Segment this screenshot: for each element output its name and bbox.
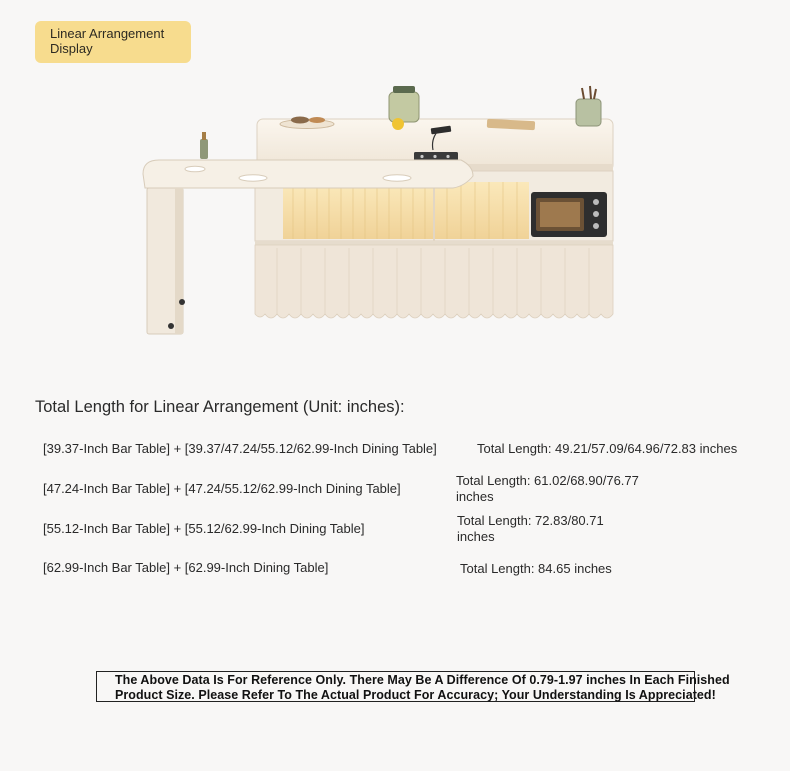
arrangement-badge xyxy=(35,21,191,63)
total-row-1: Total Length: 49.21/57.09/64.96/72.83 inches xyxy=(477,441,738,456)
combo-row-2: [47.24-Inch Bar Table] + [47.24/55.12/62.99-Inch Dining Table] xyxy=(43,481,401,496)
glass-jar xyxy=(389,92,419,122)
combo-row-3: [55.12-Inch Bar Table] + [55.12/62.99-Inch Dining Table] xyxy=(43,521,365,536)
glass-door-right xyxy=(435,182,529,239)
total-row-4: Total Length: 84.65 inches xyxy=(460,561,612,576)
bar-table-top xyxy=(143,160,473,188)
bottle xyxy=(200,139,208,159)
section-heading: Total Length for Linear Arrangement (Unit: inches): xyxy=(35,398,405,416)
arrangement-badge-label: Linear Arrangement Display xyxy=(50,26,165,56)
scalloped-panels xyxy=(255,245,613,318)
total-row-2: Total Length: 61.02/68.90/76.77 inches xyxy=(456,473,639,504)
toaster xyxy=(576,99,601,126)
product-image xyxy=(135,82,625,342)
disclaimer-text: The Above Data Is For Reference Only. There May Be A Difference Of 0.79-1.97 inches In Each Finished Product Size. Please Refer To The Actual Product For Accuracy; Your Understanding Is Appreciated! xyxy=(115,673,730,702)
glass-door-left xyxy=(283,184,433,239)
combo-row-1: [39.37-Inch Bar Table] + [39.37/47.24/55.12/62.99-Inch Dining Table] xyxy=(43,441,437,456)
combo-row-4: [62.99-Inch Bar Table] + [62.99-Inch Dining Table] xyxy=(43,560,329,575)
total-row-3: Total Length: 72.83/80.71 inches xyxy=(457,513,604,544)
